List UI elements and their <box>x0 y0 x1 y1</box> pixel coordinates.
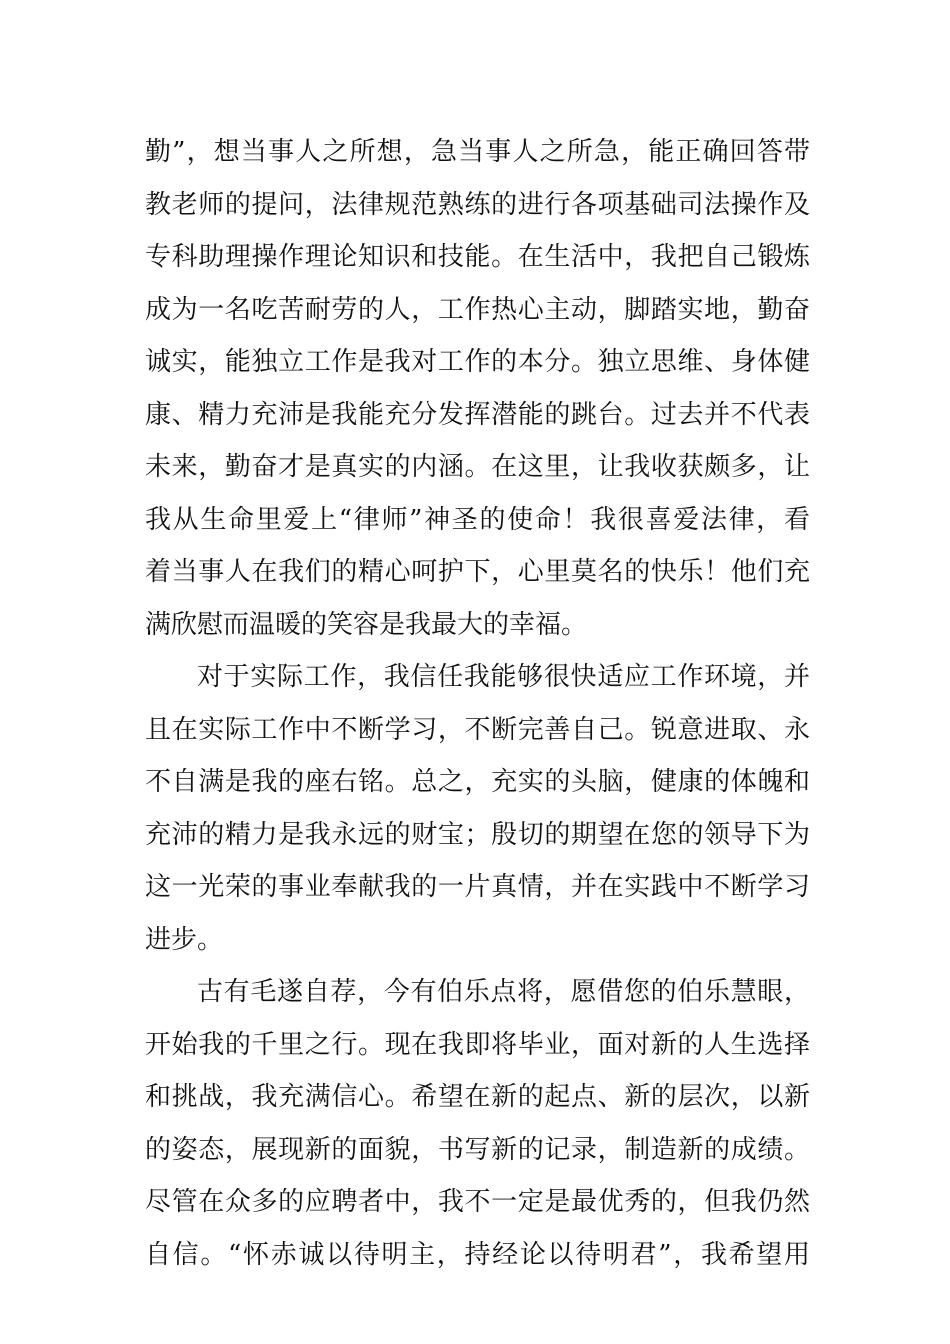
text-line: 未来，勤奋才是真实的内涵。在这里，让我收获颇多，让 <box>145 452 810 482</box>
text-line: 专科助理操作理论知识和技能。在生活中，我把自己锻炼 <box>145 242 810 272</box>
text-line: 充沛的精力是我永远的财宝；殷切的期望在您的领导下为 <box>145 819 810 850</box>
body-text <box>145 126 810 1281</box>
text-line: 开始我的千里之行。现在我即将毕业，面对新的人生选择 <box>145 1029 810 1060</box>
text-line: 我从生命里爱上“律师”神圣的使命！我很喜爱法律，看 <box>145 504 810 535</box>
text-line: 和挑战，我充满信心。希望在新的起点、新的层次，以新 <box>145 1082 810 1112</box>
text-line: 教老师的提问，法律规范熟练的进行各项基础司法操作及 <box>145 189 810 220</box>
text-line: 尽管在众多的应聘者中，我不一定是最优秀的，但我仍然 <box>145 1187 810 1217</box>
text-line: 不自满是我的座右铭。总之，充实的头脑，健康的体魄和 <box>145 767 810 797</box>
text-line: 诚实，能独立工作是我对工作的本分。独立思维、身体健 <box>145 347 810 377</box>
text-line: 这一光荣的事业奉献我的一片真情，并在实践中不断学习 <box>145 872 810 902</box>
text-line: 勤”，想当事人之所想，急当事人之所急，能正确回答带 <box>145 137 810 167</box>
text-line: 成为一名吃苦耐劳的人，工作热心主动，脚踏实地，勤奋 <box>145 294 810 325</box>
paragraph-first-line: 古有毛遂自荐，今有伯乐点将，愿借您的伯乐慧眼， <box>197 977 810 1007</box>
text-line: 进步。 <box>145 924 224 955</box>
paragraph-first-line: 对于实际工作，我信任我能够很快适应工作环境，并 <box>197 662 810 692</box>
text-line: 康、精力充沛是我能充分发挥潜能的跳台。过去并不代表 <box>145 399 810 430</box>
text-line: 的姿态，展现新的面貌，书写新的记录，制造新的成绩。 <box>145 1134 810 1165</box>
text-line: 着当事人在我们的精心呵护下，心里莫名的快乐！他们充 <box>145 557 810 587</box>
text-line: 且在实际工作中不断学习，不断完善自己。锐意进取、永 <box>145 714 810 745</box>
text-line: 自信。“怀赤诚以待明主，持经论以待明君”，我希望用 <box>145 1239 810 1270</box>
text-line: 满欣慰而温暖的笑容是我最大的幸福。 <box>145 609 588 640</box>
